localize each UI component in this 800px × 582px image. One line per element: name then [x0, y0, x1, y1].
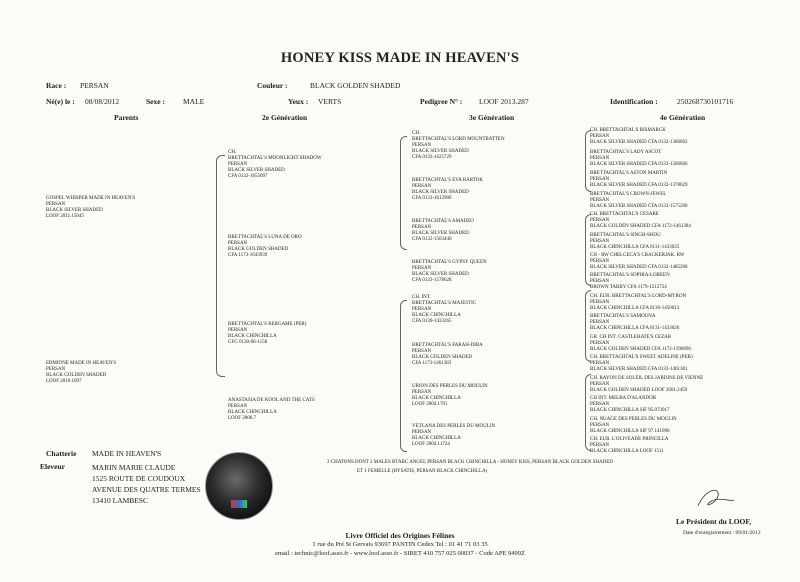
chatterie-value: MADE IN HEAVEN'S	[92, 449, 162, 458]
gen4-entry: CH - RW CHELCECA'S CRACKERJAK. RW PERSAN BLACK SILVER SHADED CFA 0132-1485268	[590, 253, 688, 270]
eleveur-label: Eleveur	[40, 462, 65, 471]
identification-value: 250268730101716	[677, 97, 734, 106]
gen4-entry: BRETTACHTAL'S CROWN-JEWEL PERSAN BLACK SILVER SHADED CFA 0133-1575200	[590, 192, 688, 209]
gen4-entry: CH. NUAGE DES PERLES DU MOULIN PERSAN BLACK CHINCHILLA SIF 97.141096	[590, 417, 677, 434]
gen3-entry: BRETTACHTAL'S EVA BARTOK PERSAN BLACK SILVER SHADED CFA 0133-1612900	[412, 178, 484, 201]
gen2-entry: BRETTACHTAL'S LUNA DE ORO PERSAN BLACK GOLDEN SHADED CFA 1173-1643939	[228, 235, 302, 258]
bracket-gen2-top	[400, 136, 407, 250]
column-header-gen2: 2e Génération	[262, 113, 308, 122]
pedigree-value: LOOF 2013.287	[479, 97, 529, 106]
gen4-entry: BRETTACHTAL'S SINGH-SHOU PERSAN BLACK CHINCHILLA CFA 0131-1433025	[590, 233, 680, 250]
parent-sire: GOSPEL WHISPER MADE IN HEAVEN'S PERSAN BLACK SILVER SHADED LOOF 2011.15045	[46, 196, 136, 219]
race-label: Race :	[46, 81, 67, 90]
sexe-value: MALE	[183, 97, 205, 106]
gen4-entry: BRETTACHTAL'S SOPHIA-LOREEN PERSAN BROWN TABBY CFA 1179-1512754	[590, 273, 670, 290]
gen3-entry: BRETTACHTAL'S GYPSY QUEEN PERSAN BLACK SILVER SHADED CFA 0133-1578628	[412, 260, 487, 283]
column-header-gen3: 3e Génération	[469, 113, 515, 122]
gen2-entry: BRETTACHTAL'S BERGAME (PER) PERSAN BLACK CHINCHILLA CFG 0130-06-1158	[228, 322, 307, 345]
signature-title: Le Président du LOOF,	[676, 517, 752, 526]
signature-mark	[690, 484, 740, 514]
pedigree-label: Pedigree N° :	[420, 97, 463, 106]
identification-label: Identification :	[610, 97, 658, 106]
parent-dam: ERMIONE MADE IN HEAVEN'S PERSAN BLACK GOLDEN SHADED LOOF 2010.1697	[46, 361, 117, 384]
ne-value: 08/08/2012	[85, 97, 120, 106]
gen4-entry: CH. BRETTACHTAL'S BISMARCK PERSAN BLACK SILVER SHADED CFA 0132-1386662	[590, 128, 688, 145]
ne-label: Né(e) le :	[46, 97, 75, 106]
gen2-entry: ANASTASIA DE KOOL AND THE CATS PERSAN BLACK CHINCHILLA LOOF 2006.7	[228, 398, 315, 421]
footer-address: 1 rue du Pré St Gervais 93697 PANTIN Cedex Tel : 01 41 71 03 35	[312, 541, 488, 548]
registration-date: Date d'enregistrement : 09/01/2013	[683, 530, 761, 536]
bracket-gen2-bottom	[400, 300, 407, 452]
gen3-entry: CH. INT. BRETTACHTAL'S MAJESTIC PERSAN BLACK CHINCHILLA CFA 0130-1433265	[412, 295, 477, 324]
sexe-label: Sexe :	[146, 97, 165, 106]
race-value: PERSAN	[80, 81, 109, 90]
gen3-entry: BRETTACHTAL'S FARAH-DIBA PERSAN BLACK GOLDEN SHADED CFA 1173-1461383	[412, 343, 483, 366]
gen3-entry: BRETTACHTAL'S AMADEO PERSAN BLACK SILVER SHADED CFA 0132-1503440	[412, 219, 474, 242]
gen4-entry: CH. BRETTACHTAL'S SWEET ADELINE (PER) PERSAN BLACK SILVER SHADED CFA 0133-1461381	[590, 355, 693, 372]
gen3-entry: CH. BRETTACHTAL'S LORD MOUNTBATTEN PERSAN BLACK SILVER SHADED CFA 0132-1625729	[412, 131, 505, 160]
eleveur-address: MARIN MARIE CLAUDE 1525 ROUTE DE COUDOUX AVENUE DES QUATRE TERMES 13410 LAMBESC	[92, 463, 201, 505]
gen4-entry: BRETTACHTAL'S SAMOUNA PERSAN BLACK CHINCHILLA CFA 0131-1433026	[590, 314, 680, 331]
couleur-label: Couleur :	[257, 81, 288, 90]
bracket-parents	[216, 155, 225, 377]
column-header-gen4: 4e Génération	[660, 113, 706, 122]
gen4-entry: CH. BRETTACHTAL'S CESARE PERSAN BLACK GOLDEN SHADED CFA 1172-1461384	[590, 212, 691, 229]
page-title: HONEY KISS MADE IN HEAVEN'S	[280, 50, 520, 66]
gen4-entry: BRETTACHTAL'S ASTON MARTIN PERSAN BLACK SILVER SHADED CFA 0132-1378629	[590, 171, 688, 188]
gen3-entry: VETLANA DES PERLES DU MOULIN PERSAN BLACK CHINCHILLA LOOF 2004.11724	[412, 424, 496, 447]
gen4-entry: CH INT. MELBA D'ALANDOR PERSAN BLACK CHINCHILLA SIF 95.073017	[590, 396, 670, 413]
gen3-entry: URION DES PERLES DU MOULIN PERSAN BLACK CHINCHILLA LOOF 2004.1701	[412, 384, 488, 407]
gen4-entry: GR. CH INT. CASTLEHATE'S CEZAR PERSAN BLACK GOLDEN SHADED CFA 1172-1396896	[590, 335, 691, 352]
gen4-entry: BRETTACHTAL'S LADY ASCOT PERSAN BLACK SILVER SHADED CFA 0133-1586666	[590, 150, 688, 167]
yeux-label: Yeux :	[288, 97, 309, 106]
hologram-seal	[205, 452, 273, 520]
footer-contact: email : technic@loof.asso.fr - www.loof.asso.fr - SIRET 410 757 025 00037 - Code APE 9499Z	[274, 550, 526, 557]
column-header-parents: Parents	[114, 113, 139, 122]
gen4-entry: CH. RAYON DE SOLEIL DES JARDINS DE VIENNE PERSAN BLACK GOLDEN SHADED LOOF 2001.2459	[590, 376, 704, 393]
gen4-entry: CH. EUR. BRETTACHTAL'S LORD-MYRON PERSAN BLACK CHINCHILLA CFA 0130-1450013	[590, 294, 687, 311]
yeux-value: VERTS	[318, 97, 342, 106]
litter-note: 3 CHATONS DONT 2 MALES BTABC ANGEL PERSAN BLACK CHINCHILLA - HONEY KISS, PERSAN BLACK GOLDEN SHADED ET 1 FEMELLE (HYSATIS, PERSAN BLACK CHINCHILLA)	[327, 460, 613, 474]
gen2-entry: CH. BRETTACHTAL'S MOONLIGHT SHADOW PERSAN BLACK SILVER SHADED CFA 0132-1655097	[228, 150, 322, 179]
footer-org: Livre Officiel des Origines Félines	[345, 531, 455, 540]
couleur-value: BLACK GOLDEN SHADED	[310, 81, 401, 90]
gen4-entry: CH. EUR. L'OLIVEADE PRINCILLA PERSAN BLACK CHINCHILLA LOOF 1511	[590, 437, 669, 454]
chatterie-label: Chatterie	[46, 449, 77, 458]
